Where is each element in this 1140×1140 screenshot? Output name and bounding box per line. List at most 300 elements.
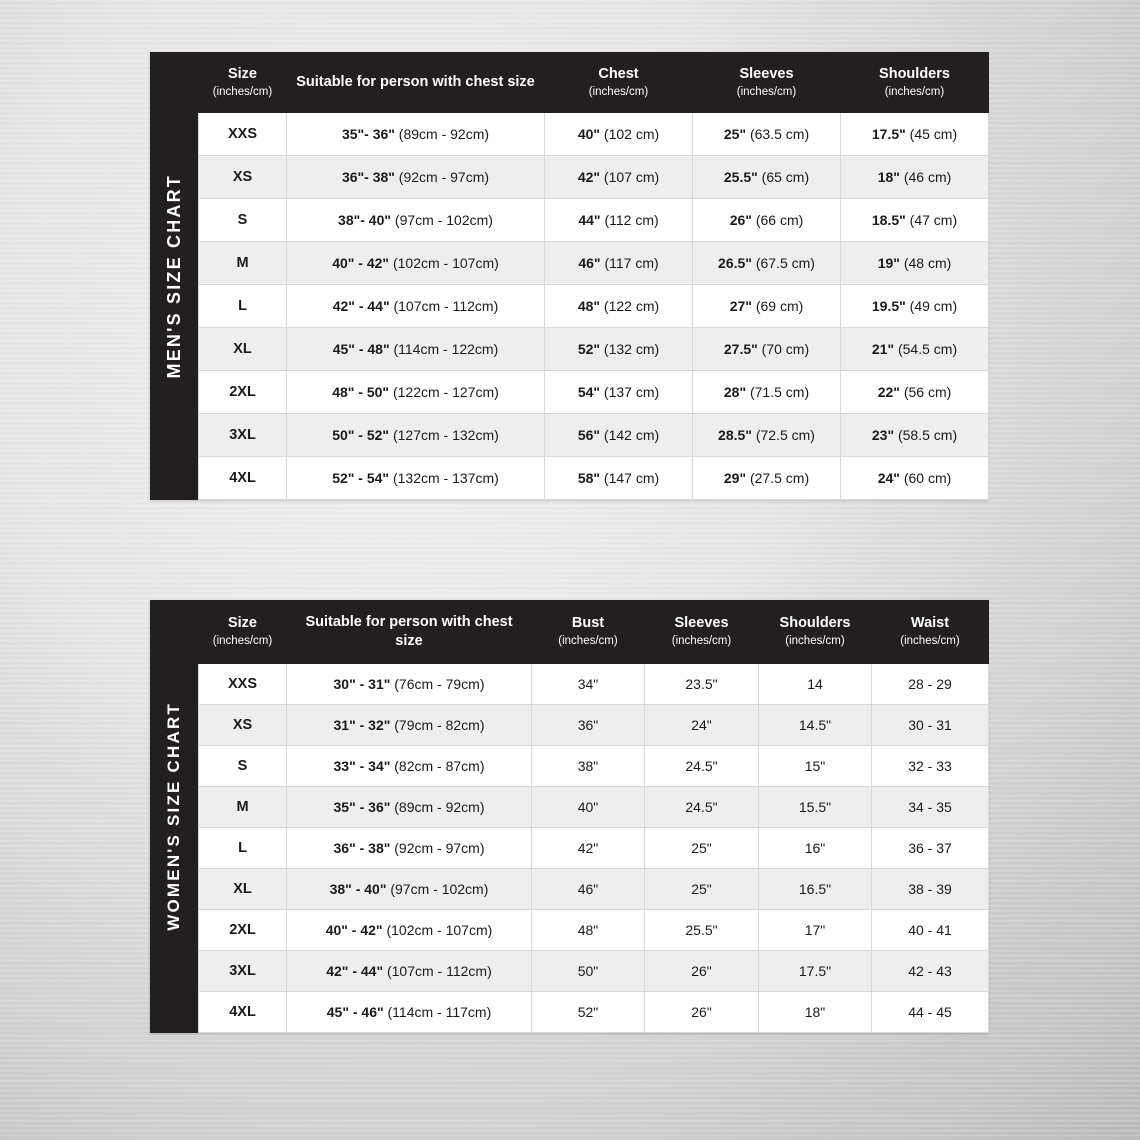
table-row xyxy=(199,327,989,370)
womens-row-1-suitable-part-0: 31" - 32" xyxy=(333,716,391,733)
mens-row-7-size xyxy=(199,413,287,456)
womens-row-6-sleeves xyxy=(645,909,759,950)
womens-row-1-suitable xyxy=(287,704,532,745)
womens-row-7-shoulders-part-0: 17.5" xyxy=(798,962,832,979)
womens-row-2-suitable-part-0: 33" - 34" xyxy=(333,757,391,774)
womens-header-title-5: Waist xyxy=(910,615,950,632)
mens-row-6-shoulders-part-1: (56 cm) xyxy=(899,383,952,400)
womens-header-unit-2: (inches/cm) xyxy=(558,635,618,648)
mens-row-4-chest xyxy=(545,284,693,327)
mens-row-4-suitable-part-1: (107cm - 112cm) xyxy=(389,297,499,314)
mens-header-title-4: Shoulders xyxy=(879,66,950,82)
mens-row-5-sleeves xyxy=(693,327,841,370)
mens-row-3-chest xyxy=(545,241,693,284)
womens-table-body xyxy=(199,663,989,1032)
mens-row-2-chest-part-1: (112 cm) xyxy=(600,211,659,228)
womens-header-title-2: Bust xyxy=(571,615,605,632)
womens-row-3-bust-part-0: 40" xyxy=(577,798,599,815)
womens-row-2-suitable xyxy=(287,745,532,786)
table-row xyxy=(199,868,989,909)
mens-row-1-suitable xyxy=(287,155,545,198)
mens-row-0-sleeves-part-0: 25" xyxy=(723,125,747,142)
mens-row-8-size-part-0: 4XL xyxy=(229,469,256,486)
mens-row-4-suitable xyxy=(287,284,545,327)
mens-row-6-shoulders-part-0: 22" xyxy=(877,383,900,400)
mens-row-7-chest xyxy=(545,413,693,456)
womens-row-4-size xyxy=(199,827,287,868)
mens-row-5-chest-part-0: 52" xyxy=(577,340,601,357)
mens-row-6-sleeves-part-0: 28" xyxy=(723,383,747,400)
mens-header-unit-4: (inches/cm) xyxy=(884,85,945,98)
mens-row-7-suitable-part-1: (127cm - 132cm) xyxy=(389,426,499,443)
womens-row-7-size xyxy=(199,950,287,991)
womens-row-5-size-part-0: XL xyxy=(233,880,252,897)
mens-row-4-shoulders-part-0: 19.5" xyxy=(871,297,906,314)
mens-row-2-chest xyxy=(545,198,693,241)
mens-size-table xyxy=(198,52,989,500)
womens-row-2-waist xyxy=(872,745,989,786)
mens-row-4-size-part-0: L xyxy=(238,297,247,314)
mens-row-8-suitable xyxy=(287,456,545,499)
womens-row-2-sleeves xyxy=(645,745,759,786)
womens-row-5-shoulders xyxy=(759,868,872,909)
womens-row-5-waist xyxy=(872,868,989,909)
womens-row-5-suitable xyxy=(287,868,532,909)
mens-size-chart xyxy=(150,52,988,500)
table-row xyxy=(199,827,989,868)
womens-row-4-bust-part-0: 42" xyxy=(577,839,599,856)
womens-header-unit-3: (inches/cm) xyxy=(671,635,732,648)
womens-row-2-suitable-part-1: (82cm - 87cm) xyxy=(390,757,485,774)
mens-row-5-size-part-0: XL xyxy=(233,340,252,357)
womens-row-1-sleeves-part-0: 24" xyxy=(691,716,712,733)
womens-row-4-bust xyxy=(532,827,645,868)
mens-row-1-sleeves xyxy=(693,155,841,198)
womens-row-1-sleeves xyxy=(645,704,759,745)
womens-row-0-bust-part-0: 34" xyxy=(577,675,599,692)
mens-row-0-sleeves xyxy=(693,112,841,155)
womens-row-3-size xyxy=(199,786,287,827)
mens-row-6-chest-part-1: (137 cm) xyxy=(600,383,660,400)
womens-header-unit-5: (inches/cm) xyxy=(900,635,960,648)
mens-row-1-size xyxy=(199,155,287,198)
table-row xyxy=(199,456,989,499)
womens-row-0-bust xyxy=(532,663,645,704)
womens-row-7-waist xyxy=(872,950,989,991)
womens-row-0-suitable xyxy=(287,663,532,704)
mens-row-8-sleeves-part-1: (27.5 cm) xyxy=(746,469,810,486)
mens-row-6-suitable-part-1: (122cm - 127cm) xyxy=(389,383,499,400)
womens-row-1-bust-part-0: 36" xyxy=(577,716,599,733)
womens-header-cell-1 xyxy=(287,601,532,664)
womens-chart-side-label-text: WOMEN'S SIZE CHART xyxy=(164,701,183,931)
womens-row-2-waist-part-0: 32 - 33 xyxy=(908,757,952,774)
mens-row-8-suitable-part-1: (132cm - 137cm) xyxy=(389,469,499,486)
mens-row-3-shoulders-part-1: (48 cm) xyxy=(899,254,952,271)
womens-header-title-0: Size xyxy=(227,615,257,632)
womens-row-0-shoulders xyxy=(759,663,872,704)
table-row xyxy=(199,370,989,413)
womens-row-6-size xyxy=(199,909,287,950)
table-row xyxy=(199,786,989,827)
womens-row-1-waist-part-0: 30 - 31 xyxy=(908,716,952,733)
mens-row-8-suitable-part-0: 52" - 54" xyxy=(332,469,390,486)
womens-row-8-suitable xyxy=(287,991,532,1032)
womens-header-unit-4: (inches/cm) xyxy=(785,635,845,648)
mens-row-7-sleeves-part-1: (72.5 cm) xyxy=(751,426,815,443)
womens-header-cell-3 xyxy=(645,601,759,664)
mens-row-5-sleeves-part-0: 27.5" xyxy=(723,340,758,357)
womens-row-2-sleeves-part-0: 24.5" xyxy=(685,757,718,774)
womens-row-0-sleeves xyxy=(645,663,759,704)
womens-row-2-bust xyxy=(532,745,645,786)
mens-row-0-size-part-0: XXS xyxy=(227,125,257,142)
womens-header-title-1: Suitable for person with chest size xyxy=(305,614,513,649)
womens-row-8-sleeves xyxy=(645,991,759,1032)
womens-row-0-waist xyxy=(872,663,989,704)
table-row xyxy=(199,112,989,155)
womens-row-8-waist-part-0: 44 - 45 xyxy=(908,1003,952,1020)
mens-row-5-shoulders xyxy=(841,327,989,370)
womens-row-5-shoulders-part-0: 16.5" xyxy=(798,880,832,897)
mens-row-4-chest-part-1: (122 cm) xyxy=(600,297,660,314)
womens-row-2-bust-part-0: 38" xyxy=(577,757,599,774)
womens-row-7-suitable xyxy=(287,950,532,991)
womens-row-3-sleeves xyxy=(645,786,759,827)
mens-row-6-sleeves xyxy=(693,370,841,413)
mens-row-6-suitable-part-0: 48" - 50" xyxy=(332,383,390,400)
mens-chart-side-label xyxy=(150,52,198,500)
womens-row-6-suitable-part-1: (102cm - 107cm) xyxy=(382,921,493,938)
womens-row-3-waist-part-0: 34 - 35 xyxy=(908,798,952,815)
womens-row-3-bust xyxy=(532,786,645,827)
table-row xyxy=(199,950,989,991)
mens-header-cell-2 xyxy=(545,53,693,113)
womens-row-7-suitable-part-0: 42" - 44" xyxy=(326,962,384,979)
mens-row-5-shoulders-part-1: (54.5 cm) xyxy=(894,340,958,357)
mens-row-3-shoulders-part-0: 19" xyxy=(877,254,900,271)
womens-row-0-suitable-part-1: (76cm - 79cm) xyxy=(390,675,485,692)
womens-row-0-size-part-0: XXS xyxy=(227,675,257,692)
table-row xyxy=(199,241,989,284)
womens-row-4-sleeves xyxy=(645,827,759,868)
mens-row-7-sleeves-part-0: 28.5" xyxy=(718,426,752,443)
womens-row-8-suitable-part-1: (114cm - 117cm) xyxy=(383,1003,492,1020)
mens-row-5-size xyxy=(199,327,287,370)
womens-row-1-suitable-part-1: (79cm - 82cm) xyxy=(390,716,485,733)
table-row xyxy=(199,991,989,1032)
mens-row-5-shoulders-part-0: 21" xyxy=(871,340,895,357)
mens-row-5-chest xyxy=(545,327,693,370)
womens-row-0-waist-part-0: 28 - 29 xyxy=(908,675,952,692)
womens-row-8-sleeves-part-0: 26" xyxy=(691,1003,712,1020)
mens-row-4-sleeves-part-0: 27" xyxy=(729,297,752,314)
mens-row-6-sleeves-part-1: (71.5 cm) xyxy=(746,383,810,400)
mens-row-2-shoulders-part-1: (47 cm) xyxy=(905,211,958,228)
mens-row-1-shoulders-part-0: 18" xyxy=(877,168,900,185)
mens-row-8-chest xyxy=(545,456,693,499)
mens-row-6-chest-part-0: 54" xyxy=(577,383,601,400)
mens-row-3-sleeves xyxy=(693,241,841,284)
mens-row-0-shoulders-part-1: (45 cm) xyxy=(905,125,958,142)
mens-row-7-shoulders xyxy=(841,413,989,456)
womens-row-5-sleeves-part-0: 25" xyxy=(691,880,712,897)
mens-header-cell-3 xyxy=(693,53,841,113)
womens-header-cell-4 xyxy=(759,601,872,664)
womens-header-cell-0 xyxy=(199,601,287,664)
womens-row-8-size-part-0: 4XL xyxy=(229,1003,256,1020)
mens-row-1-size-part-0: XS xyxy=(232,168,253,185)
mens-row-0-suitable-part-1: (89cm - 92cm) xyxy=(394,125,490,142)
womens-row-1-size-part-0: XS xyxy=(232,716,253,733)
womens-row-8-bust xyxy=(532,991,645,1032)
mens-row-0-suitable xyxy=(287,112,545,155)
womens-row-2-shoulders-part-0: 15" xyxy=(804,757,826,774)
mens-row-8-shoulders-part-1: (60 cm) xyxy=(899,469,952,486)
womens-header-unit-0: (inches/cm) xyxy=(212,635,273,648)
womens-row-7-sleeves xyxy=(645,950,759,991)
womens-row-5-bust-part-0: 46" xyxy=(577,880,599,897)
mens-row-7-sleeves xyxy=(693,413,841,456)
mens-table-body xyxy=(199,112,989,499)
table-row xyxy=(199,745,989,786)
womens-row-5-suitable-part-0: 38" - 40" xyxy=(329,880,387,897)
mens-header-unit-3: (inches/cm) xyxy=(736,85,797,98)
mens-row-3-chest-part-0: 46" xyxy=(578,254,601,271)
womens-row-4-shoulders-part-0: 16" xyxy=(804,839,826,856)
mens-row-0-suitable-part-0: 35"- 36" xyxy=(341,125,395,142)
womens-row-2-size-part-0: S xyxy=(237,757,248,774)
womens-row-1-bust xyxy=(532,704,645,745)
womens-row-8-bust-part-0: 52" xyxy=(577,1003,599,1020)
womens-row-3-waist xyxy=(872,786,989,827)
womens-row-7-sleeves-part-0: 26" xyxy=(691,962,712,979)
mens-row-1-chest-part-1: (107 cm) xyxy=(600,168,660,185)
womens-row-6-waist xyxy=(872,909,989,950)
womens-row-4-waist xyxy=(872,827,989,868)
mens-row-4-shoulders xyxy=(841,284,989,327)
womens-row-3-suitable xyxy=(287,786,532,827)
mens-chart-side-label-text: MEN'S SIZE CHART xyxy=(163,173,184,379)
womens-chart-side-label xyxy=(150,600,198,1033)
mens-row-1-chest xyxy=(545,155,693,198)
womens-row-0-size xyxy=(199,663,287,704)
womens-row-5-bust xyxy=(532,868,645,909)
mens-row-3-sleeves-part-0: 26.5" xyxy=(718,254,752,271)
mens-row-5-suitable-part-0: 45" - 48" xyxy=(332,340,390,357)
mens-table-head xyxy=(199,53,989,113)
womens-row-4-size-part-0: L xyxy=(238,839,247,856)
womens-row-8-shoulders xyxy=(759,991,872,1032)
womens-row-1-waist xyxy=(872,704,989,745)
table-row xyxy=(199,909,989,950)
womens-row-3-shoulders xyxy=(759,786,872,827)
womens-size-chart xyxy=(150,600,988,1033)
womens-size-table xyxy=(198,600,989,1033)
mens-row-7-chest-part-1: (142 cm) xyxy=(600,426,660,443)
mens-row-8-size xyxy=(199,456,287,499)
mens-row-7-suitable-part-0: 50" - 52" xyxy=(332,426,390,443)
womens-row-6-size-part-0: 2XL xyxy=(229,921,256,938)
womens-header-row xyxy=(199,601,989,664)
womens-header-title-3: Sleeves xyxy=(674,615,729,632)
womens-header-cell-5 xyxy=(872,601,989,664)
womens-row-1-shoulders-part-0: 14.5" xyxy=(798,716,832,733)
mens-row-2-suitable xyxy=(287,198,545,241)
mens-row-1-sleeves-part-0: 25.5" xyxy=(723,168,758,185)
mens-row-6-size xyxy=(199,370,287,413)
womens-row-3-size-part-0: M xyxy=(236,798,249,815)
womens-row-7-waist-part-0: 42 - 43 xyxy=(908,962,952,979)
table-row xyxy=(199,413,989,456)
mens-row-3-size xyxy=(199,241,287,284)
mens-row-2-size xyxy=(199,198,287,241)
mens-row-4-suitable-part-0: 42" - 44" xyxy=(332,297,390,314)
mens-row-2-chest-part-0: 44" xyxy=(578,211,601,228)
table-row xyxy=(199,198,989,241)
womens-row-3-shoulders-part-0: 15.5" xyxy=(798,798,832,815)
table-row xyxy=(199,155,989,198)
mens-row-0-size xyxy=(199,112,287,155)
mens-row-7-shoulders-part-1: (58.5 cm) xyxy=(894,426,958,443)
mens-header-title-3: Sleeves xyxy=(739,66,794,82)
mens-row-4-chest-part-0: 48" xyxy=(577,297,601,314)
womens-row-4-suitable-part-0: 36" - 38" xyxy=(333,839,391,856)
mens-header-unit-2: (inches/cm) xyxy=(588,85,649,98)
mens-row-3-shoulders xyxy=(841,241,989,284)
mens-header-title-2: Chest xyxy=(598,66,639,82)
mens-row-8-chest-part-1: (147 cm) xyxy=(600,469,660,486)
womens-row-7-size-part-0: 3XL xyxy=(229,962,256,979)
mens-row-6-suitable xyxy=(287,370,545,413)
womens-row-6-bust-part-0: 48" xyxy=(577,921,599,938)
mens-row-0-chest xyxy=(545,112,693,155)
mens-row-1-suitable-part-1: (92cm - 97cm) xyxy=(394,168,490,185)
mens-row-5-suitable xyxy=(287,327,545,370)
mens-row-2-sleeves-part-1: (66 cm) xyxy=(751,211,804,228)
mens-row-7-shoulders-part-0: 23" xyxy=(871,426,895,443)
mens-row-1-sleeves-part-1: (65 cm) xyxy=(757,168,810,185)
womens-table-head xyxy=(199,601,989,664)
womens-row-7-suitable-part-1: (107cm - 112cm) xyxy=(383,962,492,979)
mens-row-8-sleeves xyxy=(693,456,841,499)
mens-header-title-1: Suitable for person with chest size xyxy=(296,73,535,90)
table-row xyxy=(199,663,989,704)
mens-row-5-suitable-part-1: (114cm - 122cm) xyxy=(389,340,499,357)
mens-row-0-shoulders-part-0: 17.5" xyxy=(871,125,906,142)
womens-row-0-shoulders-part-0: 14 xyxy=(807,675,823,692)
womens-row-6-sleeves-part-0: 25.5" xyxy=(685,921,718,938)
mens-row-2-suitable-part-1: (97cm - 102cm) xyxy=(391,211,493,228)
womens-row-6-suitable-part-0: 40" - 42" xyxy=(325,921,383,938)
womens-row-3-sleeves-part-0: 24.5" xyxy=(685,798,718,815)
mens-row-1-suitable-part-0: 36"- 38" xyxy=(341,168,395,185)
mens-row-8-chest-part-0: 58" xyxy=(577,469,601,486)
mens-row-2-suitable-part-0: 38"- 40" xyxy=(338,211,392,228)
mens-row-5-sleeves-part-1: (70 cm) xyxy=(757,340,810,357)
mens-row-7-chest-part-0: 56" xyxy=(577,426,601,443)
womens-row-5-size xyxy=(199,868,287,909)
womens-row-4-sleeves-part-0: 25" xyxy=(691,839,712,856)
womens-row-7-bust xyxy=(532,950,645,991)
mens-row-7-suitable xyxy=(287,413,545,456)
mens-header-cell-1 xyxy=(287,53,545,113)
mens-row-1-chest-part-0: 42" xyxy=(577,168,601,185)
mens-row-0-shoulders xyxy=(841,112,989,155)
mens-row-3-sleeves-part-1: (67.5 cm) xyxy=(751,254,815,271)
womens-row-8-waist xyxy=(872,991,989,1032)
womens-row-7-shoulders xyxy=(759,950,872,991)
mens-row-6-shoulders xyxy=(841,370,989,413)
womens-row-1-shoulders xyxy=(759,704,872,745)
mens-row-1-shoulders-part-1: (46 cm) xyxy=(899,168,952,185)
womens-row-8-size xyxy=(199,991,287,1032)
womens-row-2-size xyxy=(199,745,287,786)
mens-row-3-suitable-part-0: 40" - 42" xyxy=(332,254,390,271)
mens-row-7-size-part-0: 3XL xyxy=(229,426,256,443)
mens-row-6-chest xyxy=(545,370,693,413)
womens-row-5-waist-part-0: 38 - 39 xyxy=(908,880,952,897)
mens-row-0-sleeves-part-1: (63.5 cm) xyxy=(746,125,810,142)
mens-row-4-sleeves xyxy=(693,284,841,327)
womens-row-4-suitable-part-1: (92cm - 97cm) xyxy=(390,839,485,856)
mens-row-3-chest-part-1: (117 cm) xyxy=(600,254,659,271)
womens-row-8-suitable-part-0: 45" - 46" xyxy=(326,1003,384,1020)
mens-row-3-suitable-part-1: (102cm - 107cm) xyxy=(389,254,499,271)
womens-row-7-bust-part-0: 50" xyxy=(577,962,599,979)
mens-row-2-shoulders-part-0: 18.5" xyxy=(871,211,906,228)
mens-row-4-size xyxy=(199,284,287,327)
womens-row-4-waist-part-0: 36 - 37 xyxy=(908,839,952,856)
mens-row-2-sleeves-part-0: 26" xyxy=(729,211,752,228)
mens-row-4-sleeves-part-1: (69 cm) xyxy=(751,297,804,314)
mens-header-title-0: Size xyxy=(227,66,257,82)
mens-row-2-shoulders xyxy=(841,198,989,241)
womens-row-6-bust xyxy=(532,909,645,950)
womens-row-0-suitable-part-0: 30" - 31" xyxy=(333,675,391,692)
table-row xyxy=(199,704,989,745)
womens-row-6-suitable xyxy=(287,909,532,950)
womens-row-4-suitable xyxy=(287,827,532,868)
womens-header-cell-2 xyxy=(532,601,645,664)
mens-header-row xyxy=(199,53,989,113)
womens-row-3-suitable-part-1: (89cm - 92cm) xyxy=(390,798,485,815)
mens-row-8-sleeves-part-0: 29" xyxy=(723,469,747,486)
womens-row-6-waist-part-0: 40 - 41 xyxy=(908,921,952,938)
mens-header-cell-4 xyxy=(841,53,989,113)
womens-row-8-shoulders-part-0: 18" xyxy=(804,1003,826,1020)
womens-row-6-shoulders xyxy=(759,909,872,950)
womens-row-6-shoulders-part-0: 17" xyxy=(804,921,826,938)
womens-row-4-shoulders xyxy=(759,827,872,868)
mens-row-3-suitable xyxy=(287,241,545,284)
mens-row-4-shoulders-part-1: (49 cm) xyxy=(905,297,958,314)
mens-row-8-shoulders xyxy=(841,456,989,499)
mens-row-1-shoulders xyxy=(841,155,989,198)
womens-row-5-sleeves xyxy=(645,868,759,909)
womens-row-5-suitable-part-1: (97cm - 102cm) xyxy=(386,880,489,897)
mens-row-3-size-part-0: M xyxy=(236,254,249,271)
mens-row-8-shoulders-part-0: 24" xyxy=(877,469,900,486)
womens-row-2-shoulders xyxy=(759,745,872,786)
mens-row-2-sleeves xyxy=(693,198,841,241)
womens-row-1-size xyxy=(199,704,287,745)
mens-header-cell-0 xyxy=(199,53,287,113)
mens-header-unit-0: (inches/cm) xyxy=(212,85,273,98)
mens-row-0-chest-part-0: 40" xyxy=(577,125,601,142)
mens-row-0-chest-part-1: (102 cm) xyxy=(600,125,660,142)
womens-row-3-suitable-part-0: 35" - 36" xyxy=(333,798,391,815)
